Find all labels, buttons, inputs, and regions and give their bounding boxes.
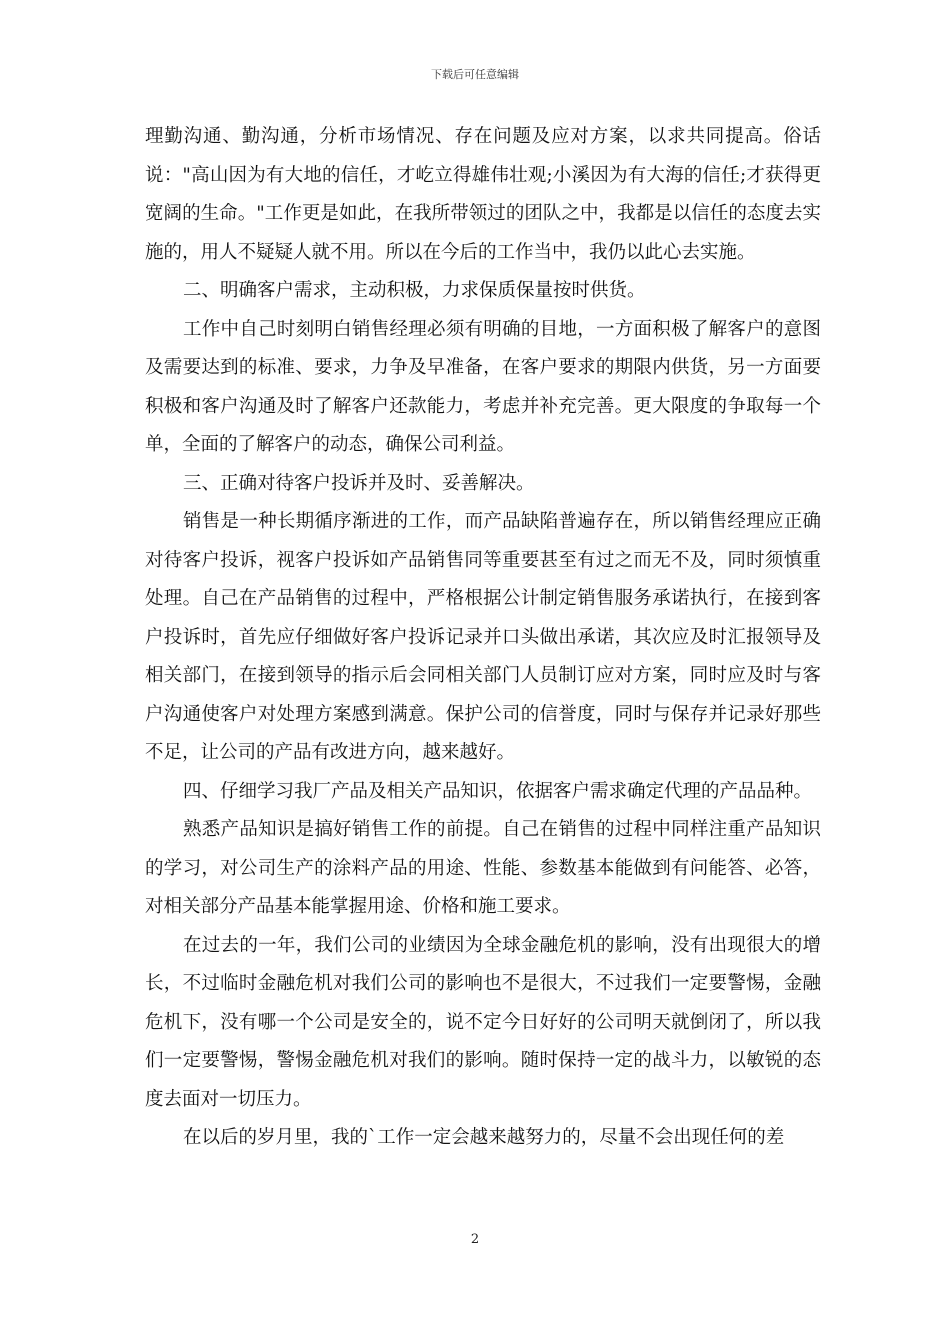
paragraph: 理勤沟通、勤沟通，分析市场情况、存在问题及应对方案，以求共同提高。俗话说："高山因为有大地的信任，才屹立得雄伟壮观;小溪因为有大海的信任;才获得更宽阔的生命。"工作更是如此，在我所带领过的团队之中，我都是以信任的态度去实施的，用人不疑疑人就不用。所以在今后的工作当中，我仍以此心去实施。 <box>145 126 821 263</box>
section-heading: 三、正确对待客户投诉并及时、妥善解决。 <box>183 472 535 494</box>
document-body <box>145 118 821 1158</box>
page-header: 下载后可任意编辑 <box>431 68 519 81</box>
section-heading: 四、仔细学习我厂产品及相关产品知识，依据客户需求确定代理的产品品种。 <box>183 780 813 802</box>
paragraph: 销售是一种长期循序渐进的工作，而产品缺陷普遍存在，所以销售经理应正确对待客户投诉，视客户投诉如产品销售同等重要甚至有过之而无不及，同时须慎重处理。自己在产品销售的过程中，严格根据公计制定销售服务承诺执行，在接到客户投诉时，首先应仔细做好客户投诉记录并口头做出承诺，其次应及时汇报领导及相关部门，在接到领导的指示后会同相关部门人员制订应对方案，同时应及时与客户沟通使客户对处理方案感到满意。保护公司的信誉度，同时与保存并记录好那些不足，让公司的产品有改进方向，越来越好。 <box>145 511 821 763</box>
section-heading: 二、明确客户需求，主动积极，力求保质保量按时供货。 <box>183 280 646 301</box>
paragraph: 在以后的岁月里，我的`工作一定会越来越努力的，尽量不会出现任何的差 <box>183 1127 785 1148</box>
paragraph: 在过去的一年，我们公司的业绩因为全球金融危机的影响，没有出现很大的增长，不过临时金融危机对我们公司的影响也不是很大，不过我们一定要警惕，金融危机下，没有哪一个公司是安全的，说不定今日好好的公司明天就倒闭了，所以我们一定要警惕，警惕金融危机对我们的影响。随时保持一定的战斗力，以敏锐的态度去面对一切压力。 <box>145 934 821 1110</box>
paragraph: 工作中自己时刻明白销售经理必须有明确的目地，一方面积极了解客户的意图及需要达到的标准、要求，力争及早准备，在客户要求的期限内供货，另一方面要积极和客户沟通及时了解客户还款能力，考虑并补充完善。更大限度的争取每一个单，全面的了解客户的动态，确保公司利益。 <box>145 318 821 455</box>
paragraph: 熟悉产品知识是搞好销售工作的前提。自己在销售的过程中同样注重产品知识的学习，对公司生产的涂料产品的用途、性能、参数基本能做到有问能答、必答，对相关部分产品基本能掌握用途、价格和施工要求。 <box>145 819 821 917</box>
page-number: 2 <box>470 1232 480 1247</box>
